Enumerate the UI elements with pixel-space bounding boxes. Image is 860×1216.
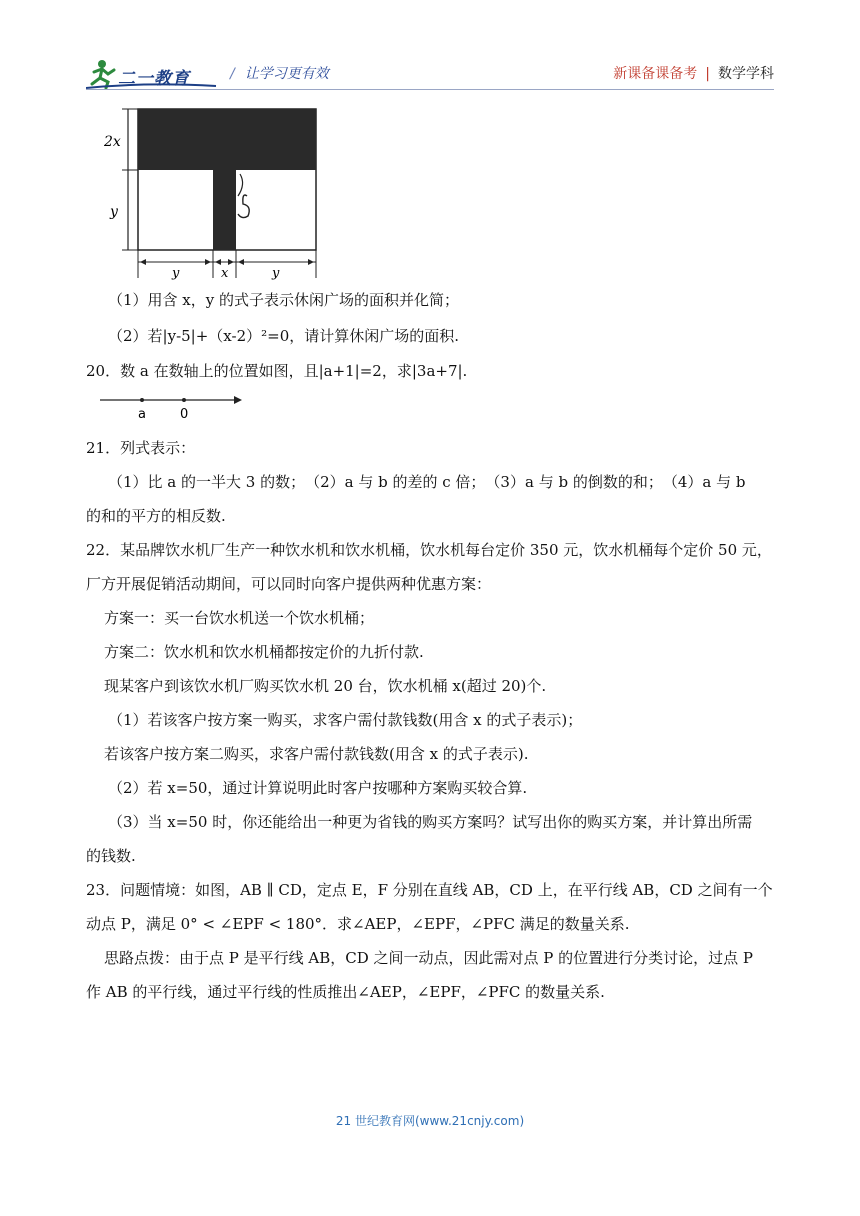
q20-text: 20．数 a 在数轴上的位置如图，且|a+1|=2，求|3a+7|.: [86, 362, 468, 380]
logo-text: 二一教育: [118, 69, 190, 89]
numberline-label-zero: 0: [180, 407, 189, 422]
label-2x: 2x: [104, 134, 121, 150]
header-divider: [86, 89, 774, 90]
q23-text-cont: 动点 P，满足 0° < ∠EPF < 180°．求∠AEP，∠EPF，∠PFC 满足的数量关系.: [86, 915, 630, 933]
q21-parts-cont: 的和的平方的相反数.: [86, 507, 226, 525]
label-y-left: y: [110, 204, 118, 220]
q22-part3: （3）当 x=50 时，你还能给出一种更为省钱的购买方案吗？试写出你的购买方案，并计算出所需: [108, 813, 753, 831]
header-slogan: [230, 63, 329, 83]
header-subject: 数学学科: [718, 66, 774, 82]
q23-hint-cont: 作 AB 的平行线，通过平行线的性质推出∠AEP，∠EPF，∠PFC 的数量关系.: [86, 983, 605, 1001]
q22-text: 22．某品牌饮水机厂生产一种饮水机和饮水机桶，饮水机每台定价 350 元，饮水机桶每个定价 50 元，: [86, 541, 772, 559]
numberline-label-a: a: [138, 407, 146, 422]
number-line-figure: [100, 390, 250, 422]
plaza-figure: [100, 104, 325, 282]
footer-source: 21 世纪教育网(www.21cnjy.com): [335, 1114, 525, 1128]
q22-part1: （1）若该客户按方案一购买，求客户需付款钱数(用含 x 的式子表示)；: [108, 711, 583, 729]
q19-part1: （1）用含 x，y 的式子表示休闲广场的面积并化简；: [108, 291, 460, 309]
q22-text-cont: 厂方开展促销活动期间，可以同时向客户提供两种优惠方案：: [86, 575, 492, 593]
q22-part2: （2）若 x=50，通过计算说明此时客户按哪种方案购买较合算.: [108, 779, 528, 797]
q21-parts: （1）比 a 的一半大 3 的数； （2）a 与 b 的差的 c 倍； （3）a 与 b 的倒数的和； （4）a 与 b: [108, 473, 746, 491]
label-y-bottom-right: y: [272, 266, 280, 281]
header-right: [613, 63, 774, 83]
slogan-slash: /: [230, 66, 235, 82]
header-separator: |: [705, 66, 710, 82]
q22-part3-cont: 的钱数.: [86, 847, 136, 865]
q21-text: 21．列式表示：: [86, 439, 196, 457]
q22-part1-b: 若该客户按方案二购买，求客户需付款钱数(用含 x 的式子表示).: [104, 745, 529, 763]
slogan-text: 让学习更有效: [244, 66, 329, 82]
header-tagline: 新课备课备考: [613, 66, 698, 82]
label-x-bottom: x: [221, 266, 229, 281]
label-y-bottom-left: y: [172, 266, 180, 281]
q22-plan2: 方案二：饮水机和饮水机桶都按定价的九折付款.: [104, 643, 424, 661]
q23-hint: 思路点拨：由于点 P 是平行线 AB，CD 之间一动点，因此需对点 P 的位置进行分类讨论，过点 P: [104, 949, 754, 967]
q22-plan1: 方案一：买一台饮水机送一个饮水机桶；: [104, 609, 375, 627]
q23-text: 23．问题情境：如图，AB ∥ CD，定点 E，F 分别在直线 AB，CD 上，在平行线 AB，CD 之间有一个: [86, 881, 773, 899]
q19-part2: （2）若|y-5|+（x-2）²=0，请计算休闲广场的面积.: [108, 327, 460, 345]
q22-scenario: 现某客户到该饮水机厂购买饮水机 20 台，饮水机桶 x(超过 20)个.: [104, 677, 547, 695]
